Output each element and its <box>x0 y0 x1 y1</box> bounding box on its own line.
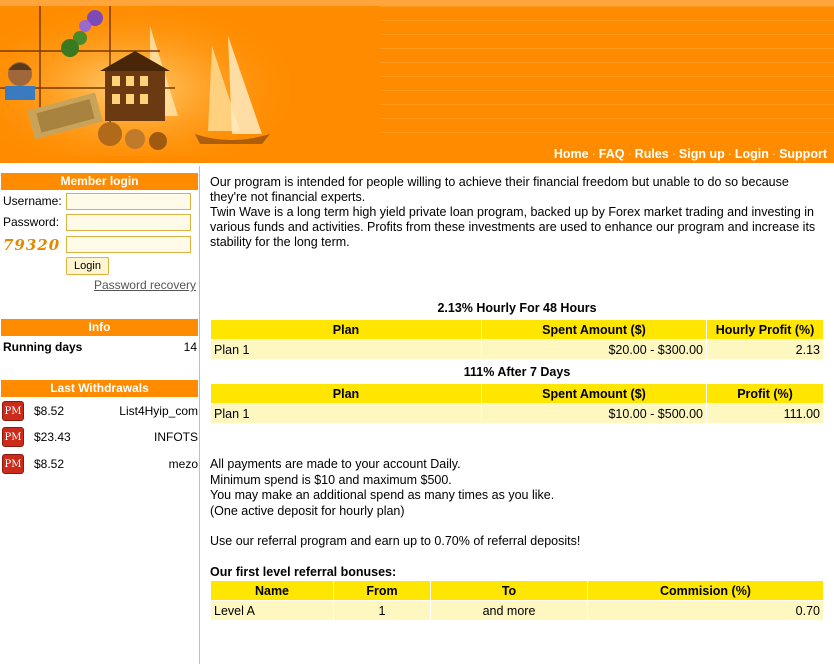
nav-separator: · <box>591 147 596 161</box>
level-to: and more <box>431 601 588 621</box>
table-row <box>211 601 824 621</box>
nav-separator: · <box>627 147 632 161</box>
nav-home-link[interactable]: Home <box>553 147 589 161</box>
captcha-input[interactable] <box>66 236 191 253</box>
col-plan: Plan <box>211 384 482 404</box>
withdrawal-row <box>2 401 198 423</box>
col-from: From <box>334 581 431 601</box>
plan-name: Plan 1 <box>211 340 482 360</box>
withdrawal-row <box>2 454 198 476</box>
sidebar <box>0 166 200 664</box>
nav-faq-link[interactable]: FAQ <box>598 147 625 161</box>
nav-separator: · <box>727 147 732 161</box>
nav-separator: · <box>671 147 676 161</box>
withdrawal-row <box>2 427 198 449</box>
password-label: Password: <box>3 215 60 229</box>
payments-line: (One active deposit for hourly plan) <box>210 503 405 518</box>
login-button[interactable]: Login <box>66 257 109 275</box>
withdrawal-user: mezo <box>168 457 198 471</box>
col-commision: Commision (%) <box>588 581 824 601</box>
nav-support-link[interactable]: Support <box>779 147 827 161</box>
nav-separator: · <box>771 147 777 161</box>
col-plan: Plan <box>211 320 482 340</box>
withdrawal-user: List4Hyip_com <box>119 404 198 418</box>
username-label: Username: <box>3 194 62 208</box>
level-name: Level A <box>211 601 334 621</box>
intro-text <box>210 175 826 250</box>
table-row <box>211 404 824 424</box>
plan-profit: 2.13 <box>707 340 824 360</box>
running-days-label: Running days <box>3 340 83 354</box>
plan-table <box>210 319 824 360</box>
username-input[interactable] <box>66 193 191 210</box>
member-login-title: Member login <box>1 173 198 190</box>
perfect-money-icon: PM <box>2 401 24 421</box>
table-row <box>211 340 824 360</box>
withdrawal-amount: $8.52 <box>34 404 65 418</box>
nav-login-link[interactable]: Login <box>734 147 769 161</box>
col-spent-amount: Spent Amount ($) <box>482 384 707 404</box>
col-profit: Profit (%) <box>707 384 824 404</box>
withdrawal-amount: $23.43 <box>34 430 71 444</box>
info-title: Info <box>1 319 198 336</box>
perfect-money-icon: PM <box>2 427 24 447</box>
plan-amount: $10.00 - $500.00 <box>482 404 707 424</box>
referral-line: Use our referral program and earn up to 0.70% of referral deposits! <box>210 534 581 548</box>
plan-table <box>210 383 824 424</box>
referral-table <box>210 580 824 621</box>
perfect-money-icon: PM <box>2 454 24 474</box>
password-recovery-link[interactable]: Password recovery <box>93 278 196 292</box>
plan-heading: 2.13% Hourly For 48 Hours <box>437 301 597 315</box>
intro-paragraph: Our program is intended for people willing to achieve their financial freedom but unable to do so because they're not financial experts. <box>210 175 789 204</box>
site-header <box>0 0 834 163</box>
running-days-row <box>3 340 197 354</box>
col-name: Name <box>211 581 334 601</box>
withdrawal-user: INFOTS <box>154 430 198 444</box>
plan-heading: 111% After 7 Days <box>463 365 571 379</box>
plan-profit: 111.00 <box>707 404 824 424</box>
main-nav <box>554 147 827 161</box>
col-to: To <box>431 581 588 601</box>
table-header-row <box>211 320 824 340</box>
table-header-row <box>211 384 824 404</box>
referral-title: Our first level referral bonuses: <box>210 565 397 579</box>
nav-signup-link[interactable]: Sign up <box>678 147 725 161</box>
nav-rules-link[interactable]: Rules <box>634 147 669 161</box>
col-spent-amount: Spent Amount ($) <box>482 320 707 340</box>
level-from: 1 <box>334 601 431 621</box>
plan-amount: $20.00 - $300.00 <box>482 340 707 360</box>
level-commision: 0.70 <box>588 601 824 621</box>
running-days-value: 14 <box>183 340 197 354</box>
table-header-row <box>211 581 824 601</box>
payments-line: Minimum spend is $10 and maximum $500. <box>210 472 452 487</box>
header-stripes <box>380 6 834 141</box>
payments-info <box>210 457 824 519</box>
withdrawal-amount: $8.52 <box>34 457 65 471</box>
col-profit: Hourly Profit (%) <box>707 320 824 340</box>
payments-line: All payments are made to your account Daily. <box>210 457 461 471</box>
header-collage-image <box>0 6 290 156</box>
intro-paragraph: Twin Wave is a long term high yield private loan program, backed up by Forex market trading and investing in various funds and activities. Profits from these investments are used to enhance our program and increase its stability for the long term. <box>210 205 816 249</box>
last-withdrawals-title: Last Withdrawals <box>1 380 198 397</box>
plan-name: Plan 1 <box>211 404 482 424</box>
payments-line: You may make an additional spend as many times as you like. <box>210 488 555 502</box>
password-input[interactable] <box>66 214 191 231</box>
referral-text <box>210 534 824 550</box>
captcha-image: 79320 <box>3 236 61 254</box>
